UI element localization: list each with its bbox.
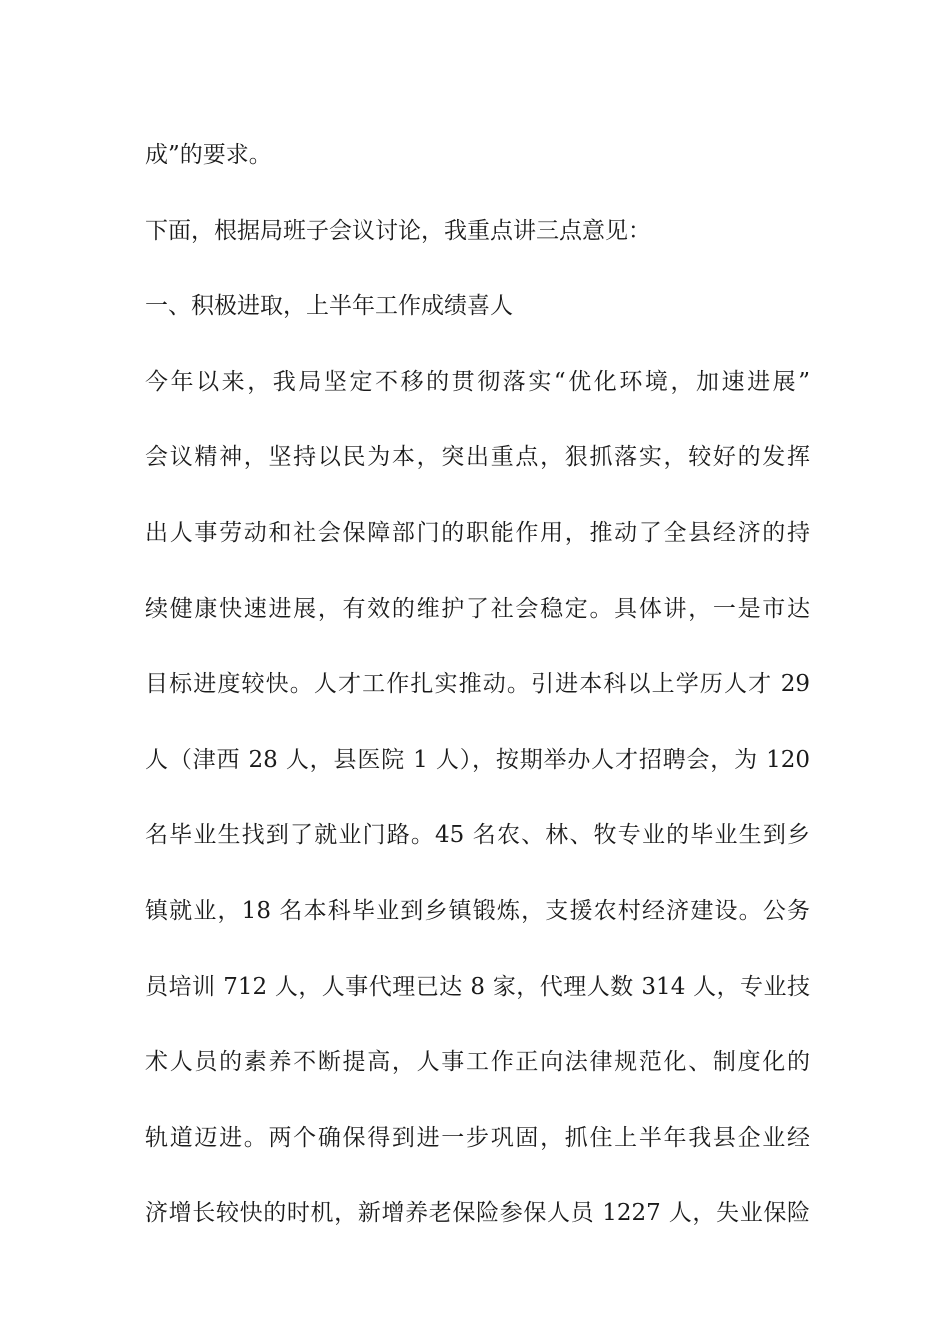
body-text [145, 128, 810, 1262]
section-heading: 一、积极进取，上半年工作成绩喜人 [145, 293, 513, 320]
text-line-1: 成”的要求。 [145, 142, 272, 168]
text-line-5: 会议精神，坚持以民为本，突出重点，狠抓落实，较好的发挥 [145, 444, 810, 471]
text-line-14: 轨道迈进。两个确保得到进一步巩固，抓住上半年我县企业经 [145, 1124, 810, 1151]
text-line-2: 下面，根据局班子会议讨论，我重点讲三点意见： [145, 217, 651, 244]
text-line-7: 续健康快速进展，有效的维护了社会稳定。具体讲，一是市达 [145, 595, 810, 622]
text-line-13: 术人员的素养不断提高，人事工作正向法律规范化、制度化的 [145, 1049, 810, 1076]
text-line-9: 人（津西 28 人，县医院 1 人），按期举办人才招聘会，为 120 [145, 746, 810, 773]
text-line-11: 镇就业，18 名本科毕业到乡镇锻炼，支援农村经济建设。公务 [145, 897, 810, 924]
text-line-12: 员培训 712 人，人事代理已达 8 家，代理人数 314 人，专业技 [145, 973, 810, 1000]
text-line-15: 济增长较快的时机，新增养老保险参保人员 1227 人，失业保险 [145, 1200, 810, 1227]
text-line-10: 名毕业生找到了就业门路。45 名农、林、牧专业的毕业生到乡 [145, 822, 810, 849]
text-line-8: 目标进度较快。人才工作扎实推动。引进本科以上学历人才 29 [145, 671, 810, 698]
text-line-4: 今年以来，我局坚定不移的贯彻落实“优化环境，加速进展” [145, 368, 810, 395]
text-line-6: 出人事劳动和社会保障部门的职能作用，推动了全县经济的持 [145, 519, 810, 546]
